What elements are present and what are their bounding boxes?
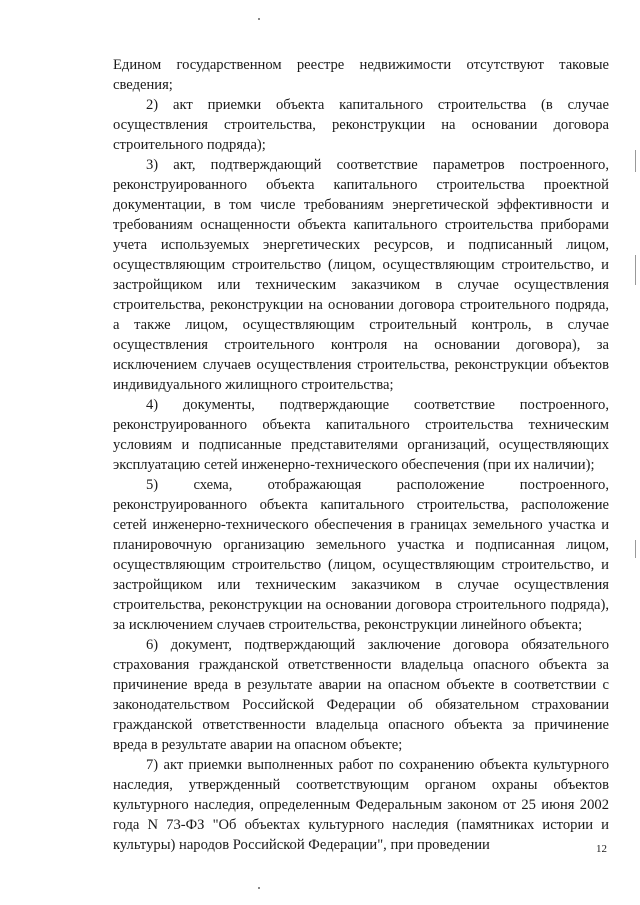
paragraph-continuation: Едином государственном реестре недвижимости отсутствуют таковые сведения; (113, 57, 609, 93)
scan-edge-mark (635, 540, 636, 558)
paragraph-item-4: 4) документы, подтверждающие соответствие построенного, реконструированного объекта капитального строительства техническим условиям и подписанные представителями организаций, осуществляющих эксплуатацию сетей инженерно-технического обеспечения (при их наличии); (113, 397, 609, 473)
paragraph-item-2: 2) акт приемки объекта капитального строительства (в случае осуществления строительства, реконструкции на основании договора строительного подряда); (113, 97, 609, 153)
scan-edge-mark (635, 255, 636, 285)
paragraph-item-7: 7) акт приемки выполненных работ по сохранению объекта культурного наследия, утвержденный соответствующим органом охраны объектов культурного наследия, определенным Федеральным законом от 25 июня 2002 года N 73-ФЗ "Об объектах культурного наследия (памятниках истории и культуры) народов Российской Федерации", при проведении (113, 757, 609, 853)
paragraph-item-3: 3) акт, подтверждающий соответствие параметров построенного, реконструированного объекта капитального строительства проектной документации, в том числе требованиям энергетической эффективности и требованиям оснащенности объекта капитального строительства приборами учета используемых энергетических ресурсов, и подписанный лицом, осуществляющим строительство (лицом, осуществляющим строительство, и застройщиком или техническим заказчиком в случае осуществления строительства, реконструкции на основании договора строительного подряда, а также лицом, осуществляющим строительный контроль, в случае осуществления строительного контроля на основании договора), за исключением случаев осуществления строительства, реконструкции объектов индивидуального жилищного строительства; (113, 157, 609, 393)
paragraph-item-5: 5) схема, отображающая расположение построенного, реконструированного объекта капитального строительства, расположение сетей инженерно-технического обеспечения в границах земельного участка и планировочную организацию земельного участка и подписанная лицом, осуществляющим строительство (лицом, осуществляющим строительство, и застройщиком или техническим заказчиком в случае осуществления строительства, реконструкции на основании договора строительного подряда), за исключением случаев строительства, реконструкции линейного объекта; (113, 477, 609, 633)
paragraph-item-6: 6) документ, подтверждающий заключение договора обязательного страхования гражданской ответственности владельца опасного объекта за причинение вреда в результате аварии на опасном объекте в соответствии с законодательством Российской Федерации об обязательном страховании гражданской ответственности владельца опасного объекта за причинение вреда в результате аварии на опасном объекте; (113, 637, 609, 753)
document-body (113, 55, 609, 855)
scan-dot (258, 887, 260, 889)
page-number: 12 (596, 843, 607, 855)
scan-edge-mark (635, 150, 636, 172)
scan-dot (258, 18, 260, 20)
